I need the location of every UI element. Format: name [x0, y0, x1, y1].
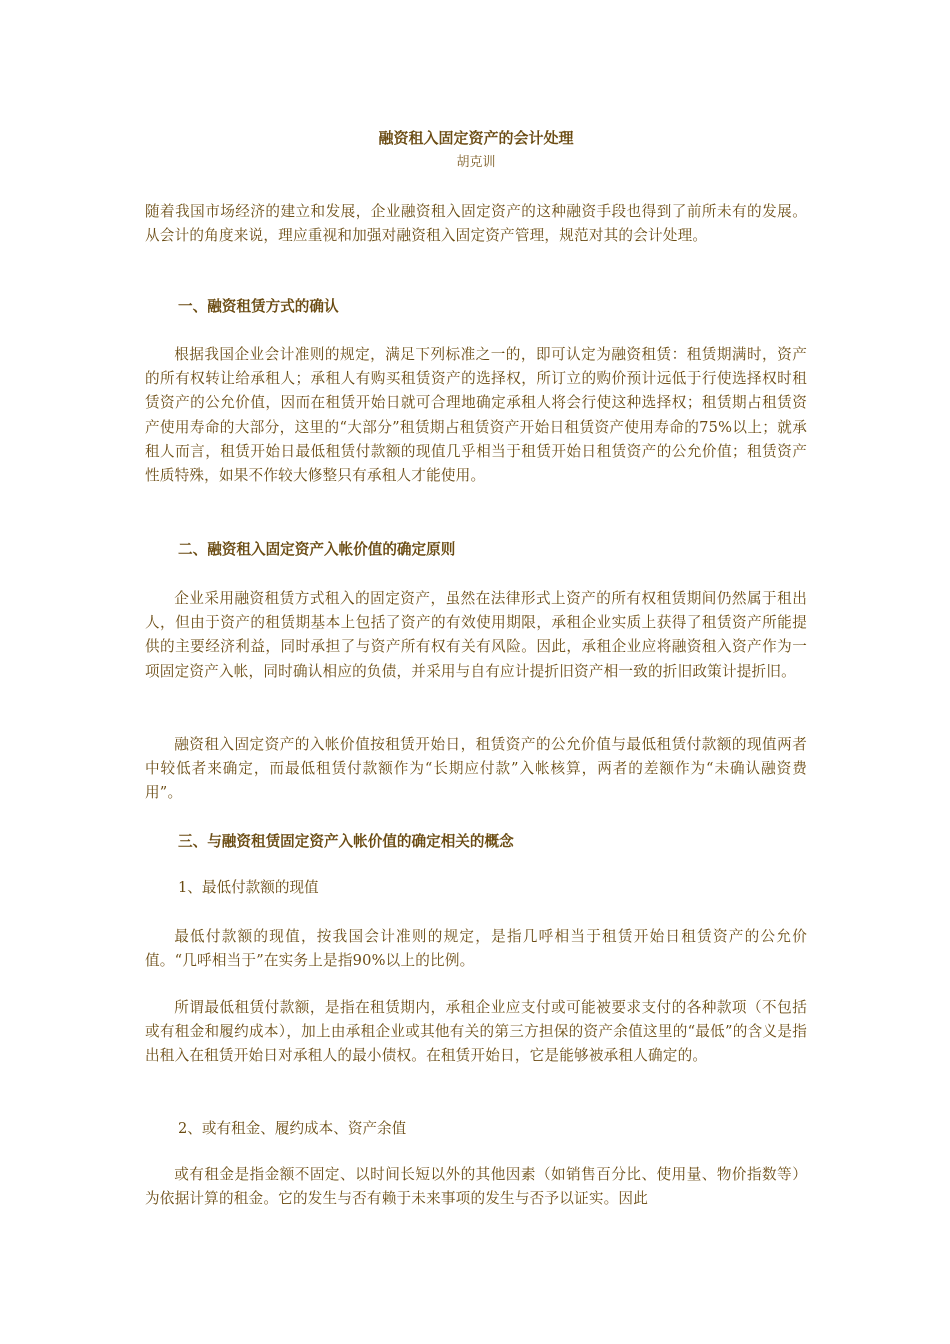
section1-paragraph: 根据我国企业会计准则的规定，满足下列标准之一的，即可认定为融资租赁：租赁期满时，资产的所有权转让给承租人；承租人有购买租赁资产的选择权，所订立的购价预计远低于行使选择权时租赁资产的公允价值，因而在租赁开始日就可合理地确定承租人将会行使这种选择权；租赁期占租赁资产使用寿命的大部分，这里的“大部分”租赁期占租赁资产开始日租赁资产使用寿命的75%以上；就承租人而言，租赁开始日最低租赁付款额的现值几乎相当于租赁开始日租赁资产的公允价值；租赁资产性质特殊，如果不作较大修整只有承租人才能使用。: [145, 346, 807, 485]
document-title: 融资租入固定资产的会计处理: [378, 129, 574, 147]
section3-heading: 三、与融资租赁固定资产入帐价值的确定相关的概念: [178, 833, 514, 850]
section3-paragraph-2: 所谓最低租赁付款额，是指在租赁期内，承租企业应支付或可能被要求支付的各种款项（不包括或有租金和履约成本），加上由承租企业或其他有关的第三方担保的资产余值这里的“最低”的含义是指出租入在租赁开始日对承租人的最小债权。在租赁开始日，它是能够被承租人确定的。: [145, 999, 807, 1065]
document-author: 胡克训: [456, 155, 496, 170]
section1-heading: 一、融资租赁方式的确认: [178, 298, 339, 315]
section2-paragraph-2: 融资租入固定资产的入帐价值按租赁开始日，租赁资产的公允价值与最低租赁付款额的现值两者中较低者来确定，而最低租赁付款额作为“长期应付款”入帐核算，两者的差额作为“未确认融资费用”。: [145, 736, 807, 802]
section3-subheading-2: 2、或有租金、履约成本、资产余值: [178, 1120, 407, 1137]
section2-paragraph-1: 企业采用融资租赁方式租入的固定资产，虽然在法律形式上资产的所有权租赁期间仍然属于租出人，但由于资产的租赁期基本上包括了资产的有效使用期限，承租企业实质上获得了租赁资产所能提供的主要经济利益，同时承担了与资产所有权有关有风险。因此，承租企业应将融资租入资产作为一项固定资产入帐，同时确认相应的负债，并采用与自有应计提折旧资产相一致的折旧政策计提折旧。: [145, 590, 807, 680]
section3-paragraph-3: 或有租金是指金额不固定、以时间长短以外的其他因素（如销售百分比、使用量、物价指数等）为依据计算的租金。它的发生与否有赖于未来事项的发生与否予以证实。因此: [145, 1166, 807, 1208]
section2-heading: 二、融资租入固定资产入帐价值的确定原则: [178, 541, 456, 558]
section3-subheading-1: 1、最低付款额的现值: [178, 879, 319, 896]
section3-paragraph-1: 最低付款额的现值，按我国会计准则的规定，是指几呼相当于租赁开始日租赁资产的公允价值。“几呼相当于”在实务上是指90%以上的比例。: [145, 928, 807, 970]
intro-paragraph: 随着我国市场经济的建立和发展，企业融资租入固定资产的这种融资手段也得到了前所未有的发展。从会计的角度来说，理应重视和加强对融资租入固定资产管理，规范对其的会计处理。: [145, 203, 807, 245]
